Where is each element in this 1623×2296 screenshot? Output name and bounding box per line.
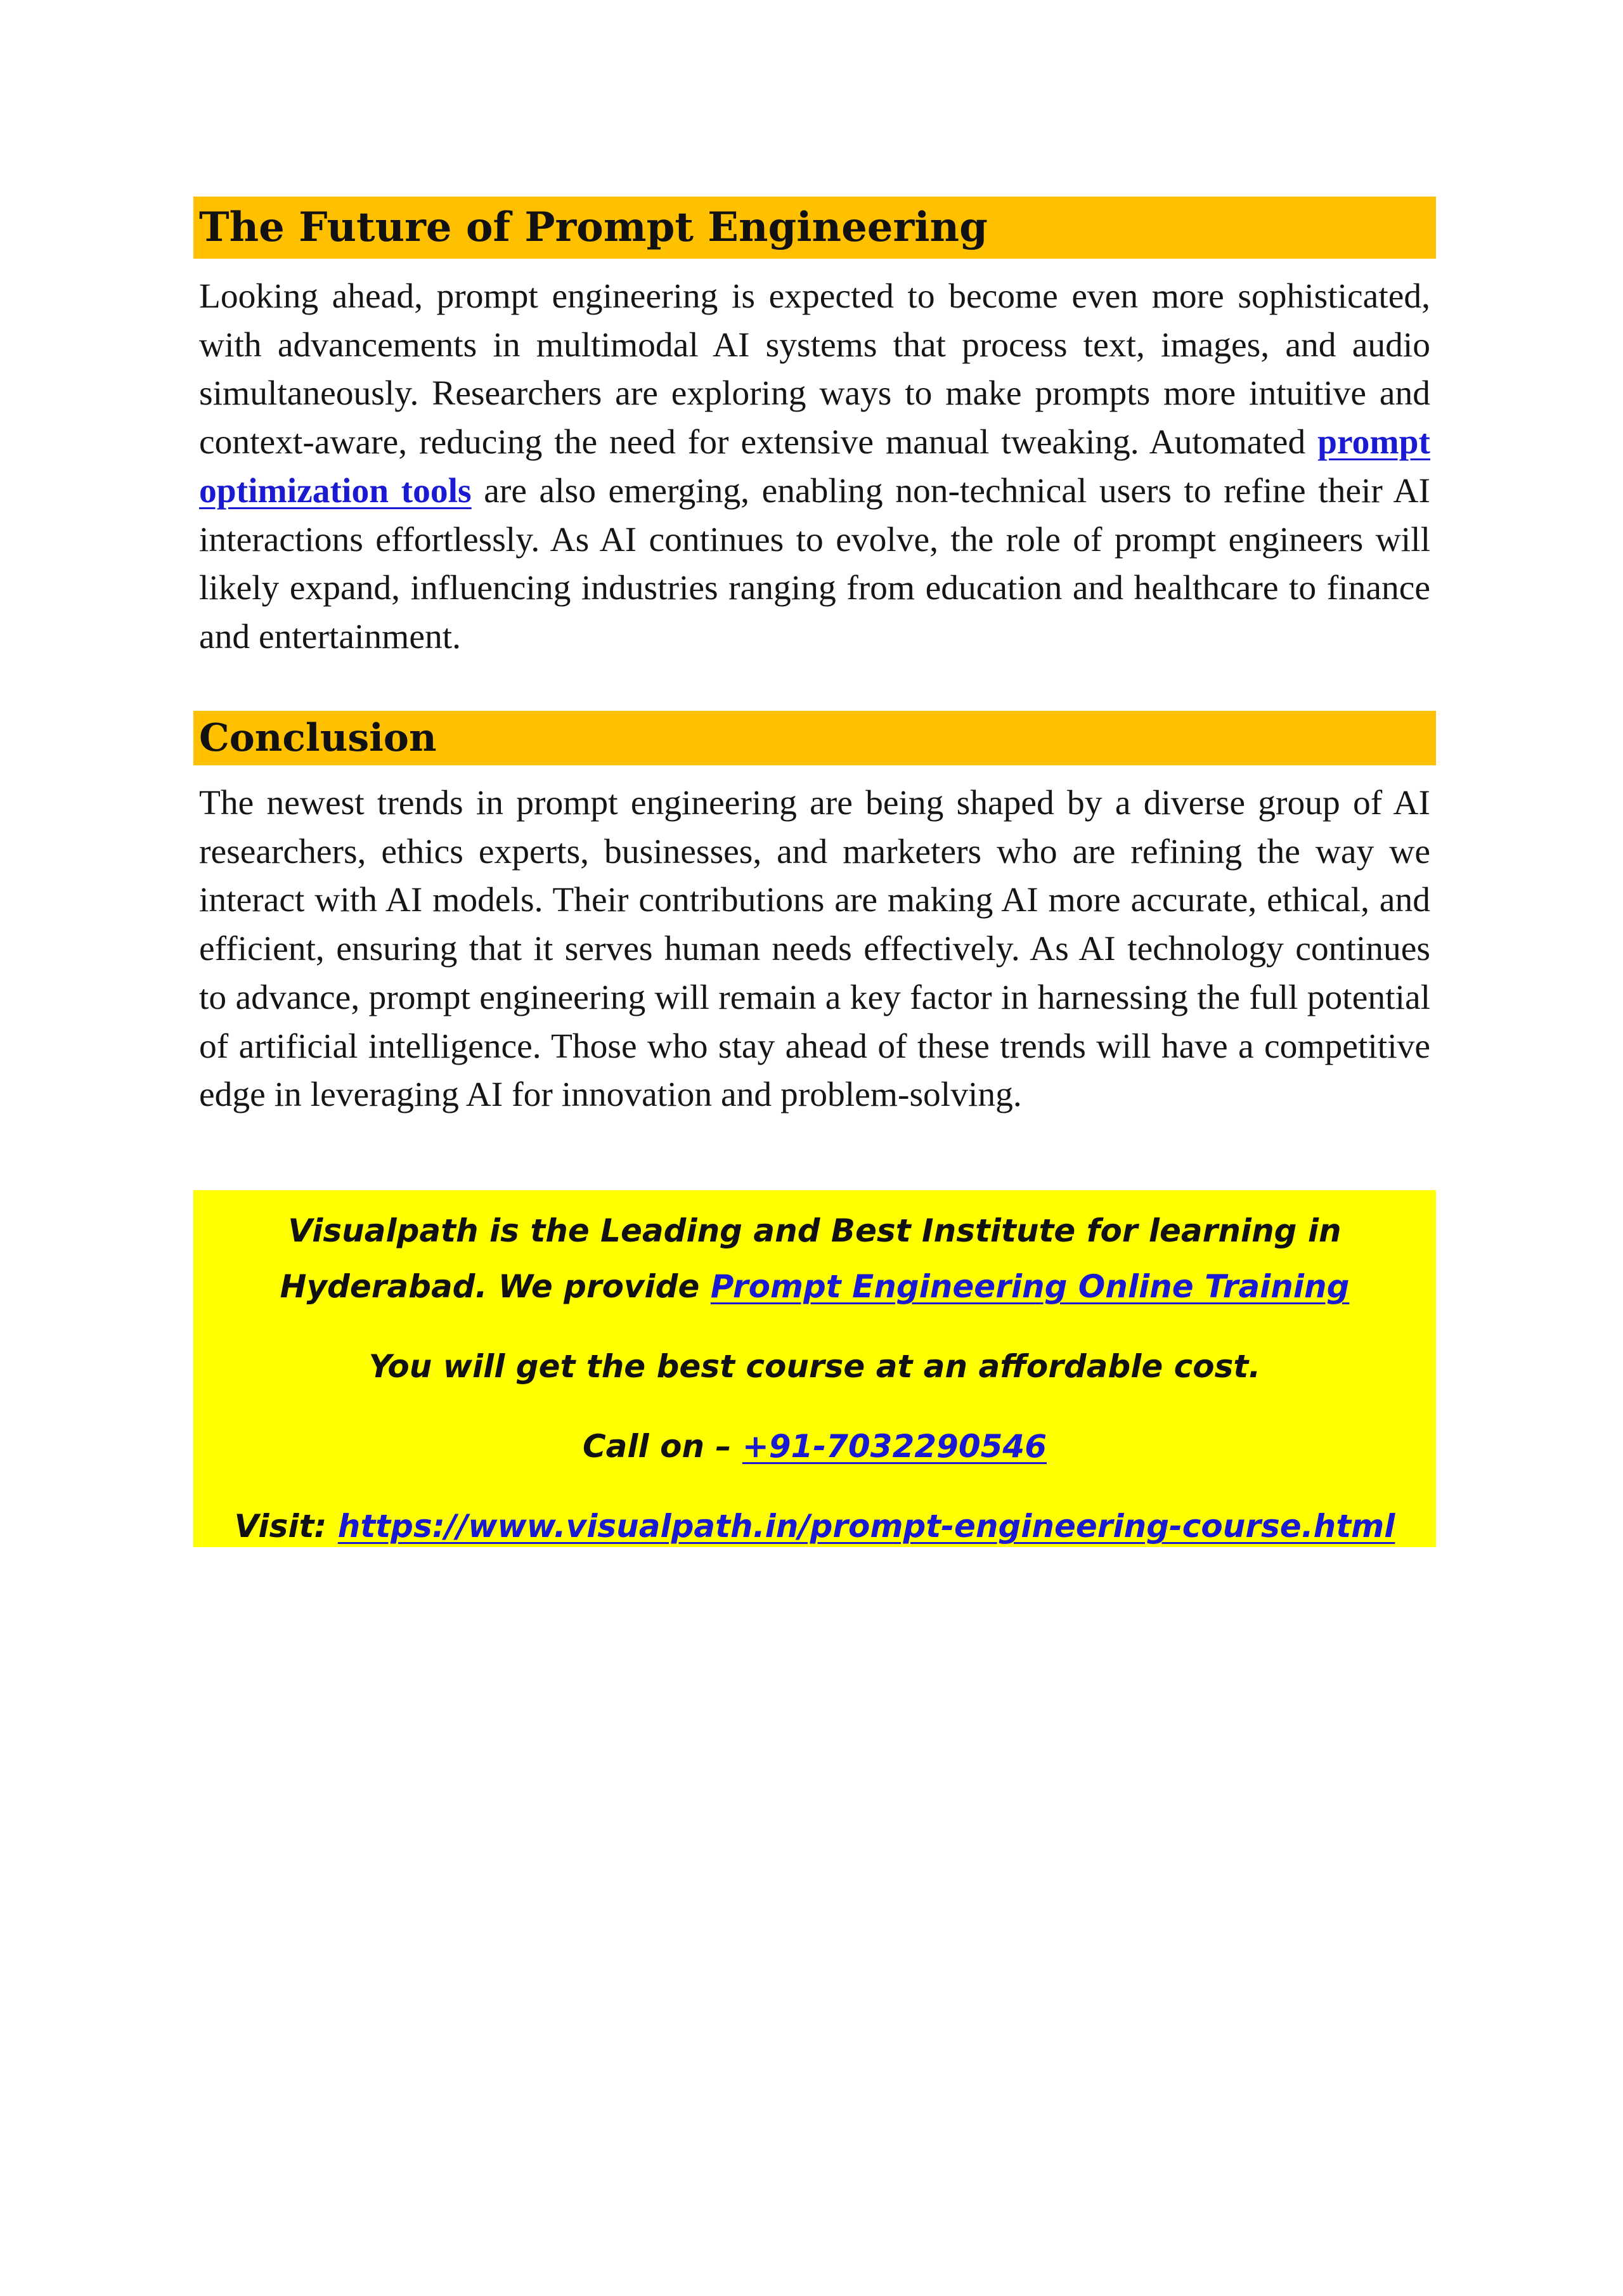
visit-label: Visit: xyxy=(234,1508,338,1545)
promo-line-5 xyxy=(193,1498,1436,1554)
promo-line-2-text: Hyderabad. We provide xyxy=(280,1268,711,1305)
future-paragraph-text-a: Looking ahead, prompt engineering is expected to become even more sophisticated, with advancements in multimodal AI systems that process text, images, and audio simultaneously. Researchers are exploring ways to make prompts more intuitive and context-aware, reducing the need for extensive manual tweaking. Automated xyxy=(199,277,1430,462)
document-page xyxy=(193,197,1436,1547)
conclusion-paragraph: The newest trends in prompt engineering are being shaped by a diverse group of AI researchers, ethics experts, businesses, and marketers who are refining the way we interact with AI models. Their contributions are making AI more accurate, ethical, and efficient, ensuring that it serves human needs effectively. As AI technology continues to advance, prompt engineering will remain a key factor in harnessing the full potential of artificial intelligence. Those who stay ahead of these trends will have a competitive edge in leveraging AI for innovation and problem-solving. xyxy=(199,784,1430,1115)
promo-line-2 xyxy=(193,1259,1436,1314)
promo-line-4 xyxy=(193,1418,1436,1474)
promo-line-1: Visualpath is the Leading and Best Institute for learning in xyxy=(288,1212,1342,1249)
future-paragraph-text-b: are also emerging, enabling non-technical users to refine their AI interactions effortlessly. As AI continues to evolve, the role of prompt engineers will likely expand, influencing industries ranging from education and healthcare to finance and entertainment. xyxy=(199,471,1430,656)
promo-line-3: You will get the best course at an affordable cost. xyxy=(368,1348,1261,1385)
promo-spacer xyxy=(193,1474,1436,1498)
phone-link[interactable]: +91-7032290546 xyxy=(742,1428,1047,1465)
promo-spacer xyxy=(193,1314,1436,1339)
prompt-optimization-tools-link[interactable]: prompt optimization tools xyxy=(199,423,1430,510)
promo-box xyxy=(193,1190,1436,1547)
section-heading-conclusion: Conclusion xyxy=(193,711,1436,765)
future-paragraph xyxy=(193,259,1436,711)
call-label: Call on – xyxy=(582,1428,742,1465)
online-training-link[interactable]: Prompt Engineering Online Training xyxy=(710,1268,1350,1305)
section-heading-future: The Future of Prompt Engineering xyxy=(193,197,1436,259)
promo-spacer xyxy=(193,1394,1436,1418)
website-link[interactable]: https://www.visualpath.in/prompt-engineering-course.html xyxy=(337,1508,1395,1545)
